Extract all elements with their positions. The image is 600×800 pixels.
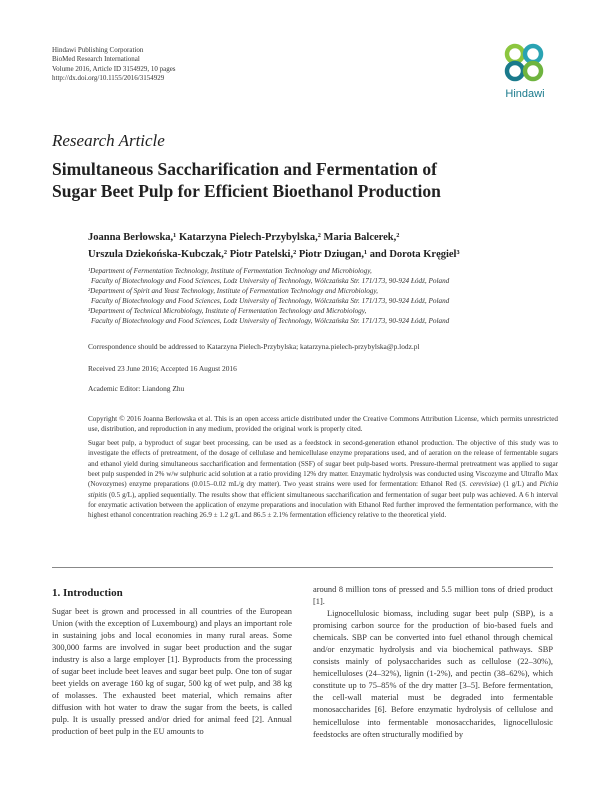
abstract	[88, 438, 558, 521]
correspondence: Correspondence should be addressed to Katarzyna Pielech-Przybylska; katarzyna.pielech-przybylska@p.lodz.pl	[88, 342, 420, 351]
affiliation-1-line-1: ¹Department of Fermentation Technology, Institute of Fermentation Technology and Microbiology,	[88, 267, 372, 275]
volume-info: Volume 2016, Article ID 3154929, 10 pages	[52, 64, 176, 73]
abstract-part-3: (0.5 g/L), applied sequentially. The results show that efficient simultaneous saccharification and fermentation of sugar beet pulp was achieved. A 6 h interval for enzymatic activation between the application of enzyme preparations and inoculation with Ethanol Red further improved the fermentation performance, with the highest ethanol concentration reaching 26.9 ± 1.2 g/L and 86.5 ± 2.1% fermentation efficiency relative to the theoretical yield.	[88, 490, 558, 520]
title-line-1: Simultaneous Saccharification and Fermentation of	[52, 159, 437, 179]
abstract-species-1: S. cerevisiae	[461, 480, 499, 489]
doi-link[interactable]: http://dx.doi.org/10.1155/2016/3154929	[52, 73, 165, 82]
article-type: Research Article	[52, 131, 165, 150]
section-heading: 1. Introduction	[52, 587, 123, 599]
body-column-right	[313, 584, 553, 741]
affiliations	[88, 266, 558, 326]
section-divider	[52, 567, 553, 568]
hindawi-logo-icon	[497, 38, 553, 88]
received-dates: Received 23 June 2016; Accepted 16 August 2016	[88, 364, 237, 373]
authors-line-2: Urszula Dziekońska-Kubczak,² Piotr Patelski,² Piotr Dziugan,¹ and Dorota Kręgiel³	[88, 249, 460, 260]
author-list	[88, 229, 558, 263]
affiliation-2-line-1: ²Department of Spirit and Yeast Technology, Institute of Fermentation Technology and Microbiology,	[88, 287, 378, 295]
authors-line-1: Joanna Berłowska,¹ Katarzyna Pielech-Przybylska,² Maria Balcerek,²	[88, 232, 400, 243]
intro-paragraph-1-continued: around 8 million tons of pressed and 5.5 million tons of dried product [1].	[313, 585, 553, 607]
intro-paragraph-1: Sugar beet is grown and processed in all countries of the European Union (with the exception of Luxembourg) and plays an important role in sustaining jobs and local economies in many rural areas. Some 300,000 farms are involved in sugar beet production and the sugar industry is also a large employer [1]. Byproducts from the processing of sugar beet include beet leaves and sugar beet pulp. One ton of sugar beet yields on average 160 kg of sugar, 500 kg of wet pulp, and 38 kg of molasses. The exhausted beet material, which remains after diffusion with hot water to draw the sugar from the beets, is called pulp. It is usually pressed and/or dried for animal feed [2]. Annual production of beet pulp in the EU amounts to	[52, 607, 292, 737]
hindawi-logo-text: Hindawi	[505, 88, 545, 100]
abstract-part-2: ) (1 g/L) and	[498, 480, 540, 489]
affiliation-3-line-2: Faculty of Biotechnology and Food Sciences, Lodz University of Technology, Wólczańska Str. 171/173, 90-924 Łódź, Poland	[91, 317, 450, 325]
abstract-species-2: Pichia stipitis	[88, 480, 558, 499]
hindawi-logo	[497, 38, 553, 104]
affiliation-1-line-2: Faculty of Biotechnology and Food Sciences, Lodz University of Technology, Wólczańska Str. 171/173, 90-924 Łódź, Poland	[91, 277, 450, 285]
publisher-name: Hindawi Publishing Corporation	[52, 46, 144, 54]
journal-name: BioMed Research International	[52, 55, 140, 64]
affiliation-3-line-1: ³Department of Technical Microbiology, Institute of Fermentation Technology and Microbiology,	[88, 307, 367, 315]
abstract-part-1: Sugar beet pulp, a byproduct of sugar beet processing, can be used as a feedstock in second-generation ethanol production. The objective of this study was to investigate the effects of pretreatment, of the dosage of cellulase and hemicellulase enzyme preparations used, and of aeration on the release of fermentable sugars and ethanol yield during simultaneous saccharification and fermentation (SSF) of sugar beet pulp-based worts. Pressure-thermal pretreatment was applied to sugar beet pulp suspended in 2% w/w sulphuric acid solution at a ratio providing 12% dry matter. Enzymatic hydrolysis was conducted using Viscozyme and Ultraflo Max (Novozymes) enzyme preparations (0.015–0.02 mL/g dry matter). Two yeast strains were used for fermentation: Ethanol Red (	[88, 439, 558, 489]
body-column-left	[52, 606, 292, 739]
academic-editor: Academic Editor: Liandong Zhu	[88, 384, 185, 393]
copyright-notice: Copyright © 2016 Joanna Berłowska et al. This is an open access article distributed under the Creative Commons Attribution License, which permits unrestricted use, distribution, and reproduction in any medium, provided the original work is properly cited.	[88, 415, 558, 433]
article-title	[52, 158, 512, 202]
title-line-2: Sugar Beet Pulp for Efficient Bioethanol Production	[52, 181, 441, 201]
journal-header	[52, 46, 176, 83]
affiliation-2-line-2: Faculty of Biotechnology and Food Sciences, Lodz University of Technology, Wólczańska Str. 171/173, 90-924 Łódź, Poland	[91, 297, 450, 305]
intro-paragraph-2: Lignocellulosic biomass, including sugar beet pulp (SBP), is a promising carbon source for the production of bio-based fuels and chemicals. SBP can be converted into fuel ethanol through chemical and/or enzymatic hydrolysis and via biochemical pathways. SBP consists mainly of polysaccharides such as cellulose (22–30%), hemicelluloses (24–32%), lignin (1-2%), and pectin (38–62%), which constitute up to 75–85% of the dry matter [3–5]. Before fermentation, the cell-wall material must be degraded into fermentable monosaccharides [6]. Before enzymatic hydrolysis of cellulose and hemicellulose into fermentable monosaccharides, lignocellulosic feedstocks are often structurally modified by	[313, 609, 553, 739]
